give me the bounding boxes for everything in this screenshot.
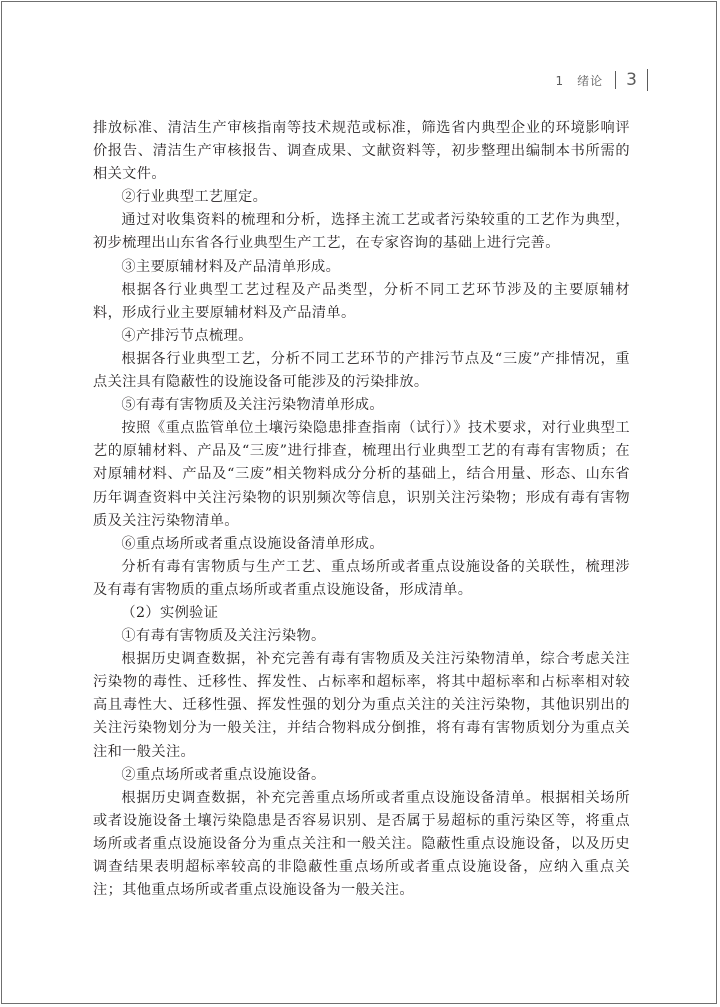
paragraph: 根据各行业典型工艺过程及产品类型，分析不同工艺环节涉及的主要原辅材料，形成行业主要原辅材料及产品清单。 [93,281,630,321]
paragraph: 根据各行业典型工艺，分析不同工艺环节的产排污节点及“三废”产排情况，重点关注具有隐蔽性的设施设备可能涉及的污染排放。 [93,350,630,391]
header-divider [615,71,616,89]
list-heading: ①有毒有害物质及关注污染物。 [121,628,326,645]
paragraph: 通过对收集资料的梳理和分析，选择主流工艺或者污染较重的工艺作为典型，初步梳理出山东省各行业典型生产工艺，在专家咨询的基础上进行完善。 [93,212,630,252]
body-text [93,117,630,902]
chapter-title: 1 绪论 [555,73,604,88]
page-number: 3 [626,70,637,90]
header-edge-mark [647,69,648,91]
paragraph: 排放标准、清洁生产审核指南等技术规范或标准，筛选省内典型企业的环境影响评价报告、清洁生产审核报告、调查成果、文献资料等，初步整理出编制本书所需的相关文件。 [93,120,630,183]
list-heading: ②行业典型工艺厘定。 [121,189,268,206]
list-heading: ⑥重点场所或者重点设施设备清单形成。 [121,535,384,552]
list-heading: ②重点场所或者重点设施设备。 [121,766,326,783]
paragraph: 根据历史调查数据，补充完善有毒有害物质及关注污染物清单，综合考虑关注污染物的毒性、迁移性、挥发性、占标率和超标率，将其中超标率和占标率相对较高且毒性大、迁移性强、挥发性强的划分为重点关注的关注污染物，其他识别出的关注污染物划分为一般关注，并结合物料成分倒推，将有毒有害物质划分为重点关注和一般关注。 [93,651,630,760]
paragraph: 根据历史调查数据，补充完善重点场所或者重点设施设备清单。根据相关场所或者设施设备土壤污染隐患是否容易识别、是否属于易超标的重污染区等，将重点场所或者重点设施设备分为重点关注和一般关注。隐蔽性重点设施设备，以及历史调查结果表明超标率较高的非隐蔽性重点场所或者重点设施设备，应纳入重点关注；其他重点场所或者重点设施设备为一般关注。 [93,789,630,899]
section-heading: （2）实例验证 [121,604,219,621]
list-heading: ④产排污节点梳理。 [121,327,253,344]
running-header [556,68,648,92]
paragraph: 按照《重点监管单位土壤污染隐患排查指南（试行）》技术要求，对行业典型工艺的原辅材料、产品及“三废”进行排查，梳理出行业典型工艺的有毒有害物质；在对原辅材料、产品及“三废”相关物料成分分析的基础上，结合用量、形态、山东省历年调查资料中关注污染物的识别频次等信息，识别关注污染物；形成有毒有害物质及关注污染物清单。 [93,420,630,529]
list-heading: ⑤有毒有害物质及关注污染物清单形成。 [121,397,384,414]
paragraph: 分析有毒有害物质与生产工艺、重点场所或者重点设施设备的关联性，梳理涉及有毒有害物质的重点场所或者重点设施设备，形成清单。 [93,558,630,598]
list-heading: ③主要原辅材料及产品清单形成。 [121,258,341,275]
